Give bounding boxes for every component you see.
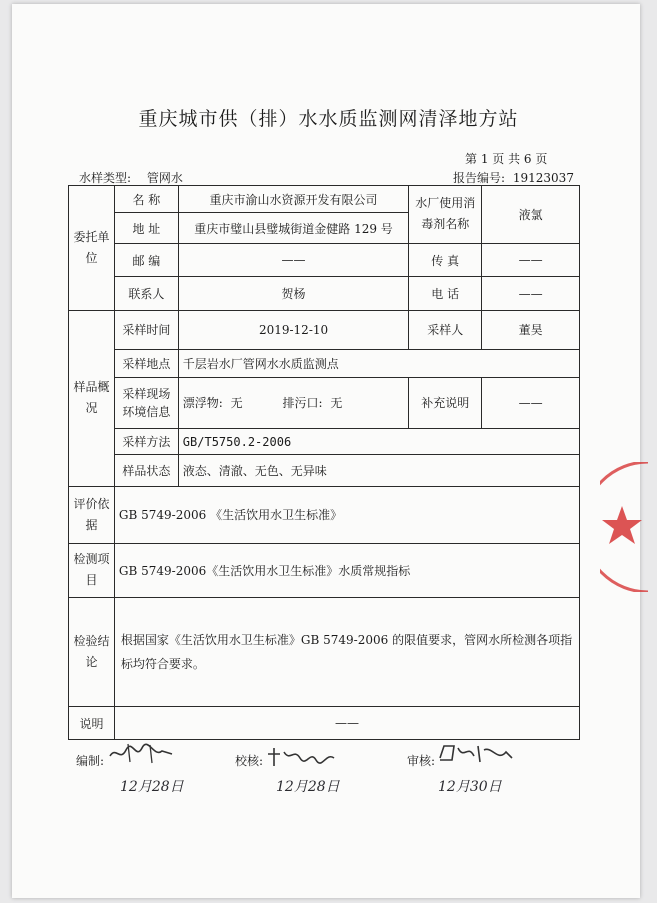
sample-type-value: 管网水 bbox=[146, 171, 183, 185]
remark-label: 说明 bbox=[69, 707, 115, 740]
report-title: 重庆城市供（排）水水质监测网清泽地方站 bbox=[138, 108, 519, 130]
sampling-location-label: 采样地点 bbox=[114, 349, 178, 377]
site-environment-label: 采样现场环境信息 bbox=[114, 378, 178, 429]
conclusion-label: 检验结论 bbox=[69, 597, 115, 707]
editor-signature bbox=[106, 742, 176, 766]
reviewer-label: 审核: bbox=[407, 754, 436, 768]
sampling-method-label: 采样方法 bbox=[114, 428, 178, 454]
client-section-label: 委托单位 bbox=[69, 186, 115, 311]
report-number bbox=[453, 169, 574, 186]
reviewer-signature bbox=[436, 740, 516, 768]
sampler-value: 董昊 bbox=[482, 310, 580, 349]
red-seal-stamp bbox=[600, 462, 650, 592]
floating-value: 无 bbox=[230, 396, 243, 411]
sample-type bbox=[79, 169, 183, 186]
basis-value: GB 5749-2006 《生活饮用水卫生标准》 bbox=[114, 486, 579, 543]
postcode-label: 邮 编 bbox=[114, 243, 178, 277]
page-indicator: 第 1 页 共 6 页 bbox=[465, 152, 548, 166]
site-environment-value bbox=[178, 378, 409, 429]
supplement-label: 补充说明 bbox=[409, 378, 482, 429]
basis-label: 评价依据 bbox=[69, 486, 115, 543]
editor-label: 编制: bbox=[76, 754, 105, 768]
phone-label: 电 话 bbox=[409, 277, 482, 311]
client-address-value: 重庆市璧山县璧城街道金健路 129 号 bbox=[178, 213, 409, 243]
disinfectant-label: 水厂使用消毒剂名称 bbox=[409, 186, 482, 244]
client-address-label: 地 址 bbox=[114, 213, 178, 243]
sample-state-value: 液态、清澈、无色、无异味 bbox=[178, 455, 579, 487]
fax-label: 传 真 bbox=[409, 243, 482, 277]
reviewer-date: 12月30日 bbox=[438, 779, 502, 795]
outlet-label: 排污口: bbox=[282, 396, 323, 411]
editor-date: 12月28日 bbox=[120, 779, 184, 795]
checker-date: 12月28日 bbox=[276, 779, 340, 795]
sample-section-label: 样品概况 bbox=[69, 310, 115, 486]
sampling-location-value: 千层岩水厂管网水水质监测点 bbox=[178, 349, 579, 377]
report-number-value: 19123037 bbox=[512, 171, 574, 185]
remark-value: —— bbox=[114, 707, 579, 740]
sampling-method-value: GB/T5750.2-2006 bbox=[178, 428, 579, 454]
test-items-label: 检测项目 bbox=[69, 543, 115, 597]
report-form-table bbox=[68, 185, 580, 740]
contact-label: 联系人 bbox=[114, 277, 178, 311]
outlet-value: 无 bbox=[330, 396, 343, 411]
supplement-value: —— bbox=[482, 378, 580, 429]
floating-label: 漂浮物: bbox=[182, 396, 223, 411]
test-items-value: GB 5749-2006《生活饮用水卫生标准》水质常规指标 bbox=[114, 543, 579, 597]
sample-type-label: 水样类型: bbox=[79, 171, 132, 185]
disinfectant-value: 液氯 bbox=[482, 186, 580, 244]
postcode-value: —— bbox=[178, 243, 409, 277]
contact-value: 贺杨 bbox=[178, 277, 409, 311]
checker-label: 校核: bbox=[235, 754, 264, 768]
sampling-time-label: 采样时间 bbox=[114, 310, 178, 349]
checker-signature bbox=[264, 744, 338, 768]
client-name-value: 重庆市渝山水资源开发有限公司 bbox=[178, 186, 409, 213]
phone-value: —— bbox=[482, 277, 580, 311]
fax-value: —— bbox=[482, 243, 580, 277]
client-name-label: 名 称 bbox=[114, 186, 178, 213]
report-number-label: 报告编号: bbox=[453, 171, 506, 185]
sampling-time-value: 2019-12-10 bbox=[178, 310, 409, 349]
sampler-label: 采样人 bbox=[409, 310, 482, 349]
conclusion-value: 根据国家《生活饮用水卫生标准》GB 5749-2006 的限值要求，管网水所检测各项指标均符合要求。 bbox=[114, 597, 579, 707]
sample-state-label: 样品状态 bbox=[114, 455, 178, 487]
